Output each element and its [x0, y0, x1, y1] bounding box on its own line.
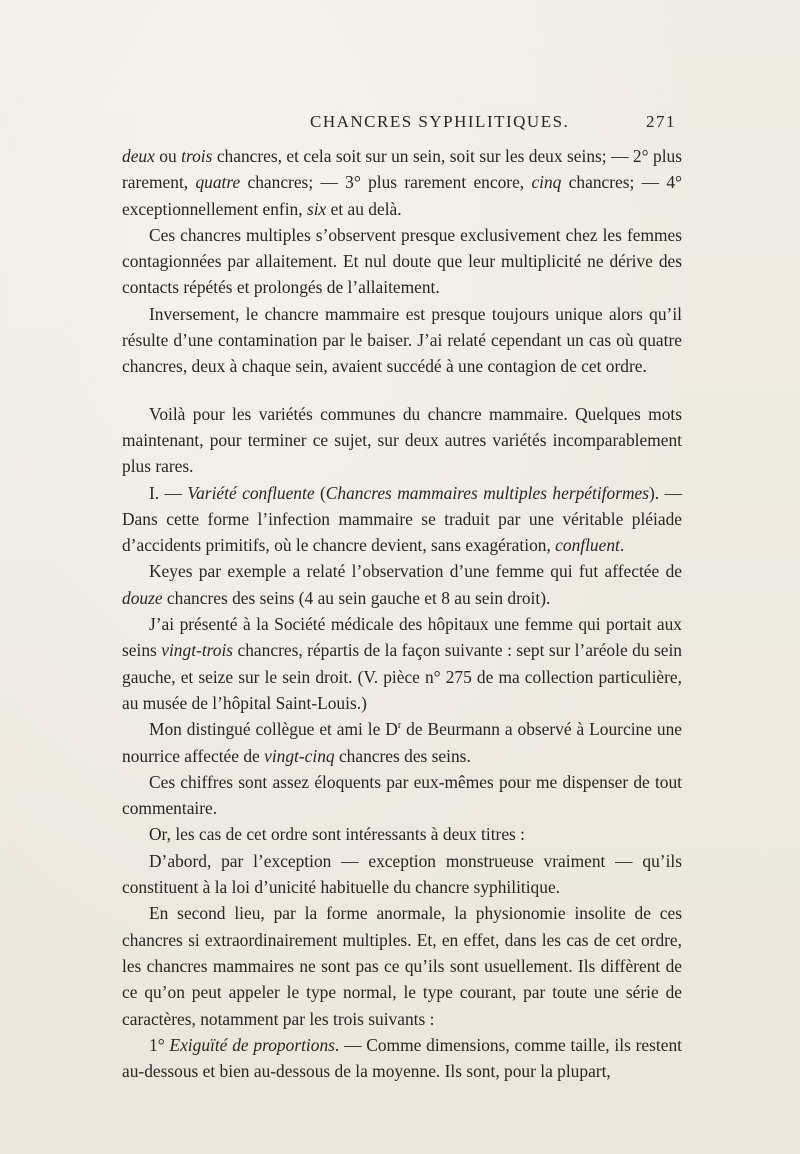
italic-term: douze [122, 587, 163, 608]
text-run: chancres; — 4° exceptionnellement enfin, [122, 172, 682, 219]
text-run: chancres, et cela soit sur un sein, soit sur les deux seins; — 2° plus rarement, [122, 146, 682, 193]
italic-term: cinq [531, 172, 562, 193]
italic-term: six [306, 198, 327, 219]
italic-term: trois [181, 146, 213, 166]
text-run: chancres, répartis de la façon suivante : sept sur l’aréole du sein gauche, et seize sur le sein droit. (V. pièce n° 275 de ma collection particulière, au musée de l’hôpital Saint-Louis.) [122, 640, 682, 713]
text-run: Keyes par exemple a relaté l’observation d’une femme qui fut affectée de [149, 561, 682, 582]
text-run: chancres des seins (4 au sein gauche et 8 au sein droit). [162, 587, 551, 608]
paragraph-11: D’abord, par l’exception — exception monstrueuse vraiment — qu’ils constituent à la loi d’unicité habituelle du chancre syphilitique. [122, 850, 682, 898]
italic-term: quatre [195, 172, 241, 193]
running-head [0, 112, 800, 134]
paragraph-7 [122, 611, 682, 716]
running-title: CHANCRES SYPHILITIQUES. [310, 112, 570, 131]
paragraph-1 [122, 143, 682, 222]
italic-term: confluent [555, 535, 620, 556]
text-run: de Beurmann a observé à Lourcine une nourrice affectée de [122, 719, 682, 766]
text-run: ou [154, 146, 182, 166]
paragraph-3: Inversement, le chancre mammaire est presque toujours unique alors qu’il résulte d’une contamination par le baiser. J’ai relaté cependant un cas où quatre chancres, deux à chaque sein, avaient succédé à une contagion de cet ordre. [122, 303, 682, 377]
italic-term: vingt-cinq [264, 745, 335, 766]
text-run: chancres; — 3° plus rarement encore, [240, 172, 532, 193]
paragraph-12: En second lieu, par la forme anormale, la physionomie insolite de ces chancres si extraordinairement multiples. Et, en effet, dans les cas de cet ordre, les chancres mammaires ne sont pas ce qu’ils sont usuellement. Ils diffèrent de ce qu’on peut appeler le type normal, le type courant, par toute une série de caractères, notamment par les trois suivants : [122, 903, 682, 1029]
text-run: 1° [149, 1034, 170, 1055]
text-run: et au delà. [326, 198, 402, 219]
paragraph-8 [122, 716, 682, 769]
italic-term: vingt-trois [161, 640, 234, 661]
text-run: I. — [149, 482, 188, 503]
paragraph-5 [122, 480, 682, 559]
section-heading: Variété confluente [187, 482, 315, 503]
italic-term: Chancres mammaires multiples herpétiformes [325, 482, 650, 503]
paragraph-4: Voilà pour les variétés communes du chancre mammaire. Quelques mots maintenant, pour terminer ce sujet, sur deux autres variétés incomparablement plus rares. [122, 403, 682, 477]
superscript: r [397, 720, 402, 732]
text-run: J’ai présenté à la Société médicale des hôpitaux une femme qui portait aux seins [122, 614, 682, 661]
paragraph-2: Ces chancres multiples s’observent presque exclusivement chez les femmes contagionnées par allaitement. Et nul doute que leur multiplicité ne dérive des contacts répétés et prolongés de l’allaitement. [122, 224, 682, 298]
section-heading: Exiguïté de proportions [169, 1034, 335, 1055]
paragraph-10: Or, les cas de cet ordre sont intéressants à deux titres : [149, 824, 525, 845]
paragraph-13 [122, 1032, 682, 1085]
text-run: ( [314, 482, 326, 503]
paragraph-9: Ces chiffres sont assez éloquents par eux-mêmes pour me dispenser de tout commentaire. [122, 771, 682, 819]
body-text [122, 143, 682, 1084]
text-run: chancres des seins. [334, 745, 471, 766]
italic-term: deux [122, 146, 155, 166]
text-run: . [619, 535, 625, 556]
text-run: ). — Dans cette forme l’infection mammaire se traduit par une véritable pléiade d’accidents primitifs, où le chancre devient, sans exagération, [122, 482, 682, 556]
paragraph-6 [122, 558, 682, 611]
text-run: . — Comme dimensions, comme taille, ils restent au-dessous et bien au-dessous de la moyenne. Ils sont, pour la plupart, [122, 1034, 682, 1082]
text-run: Mon distingué collègue et ami le D [149, 719, 398, 740]
page-number: 271 [646, 112, 676, 131]
